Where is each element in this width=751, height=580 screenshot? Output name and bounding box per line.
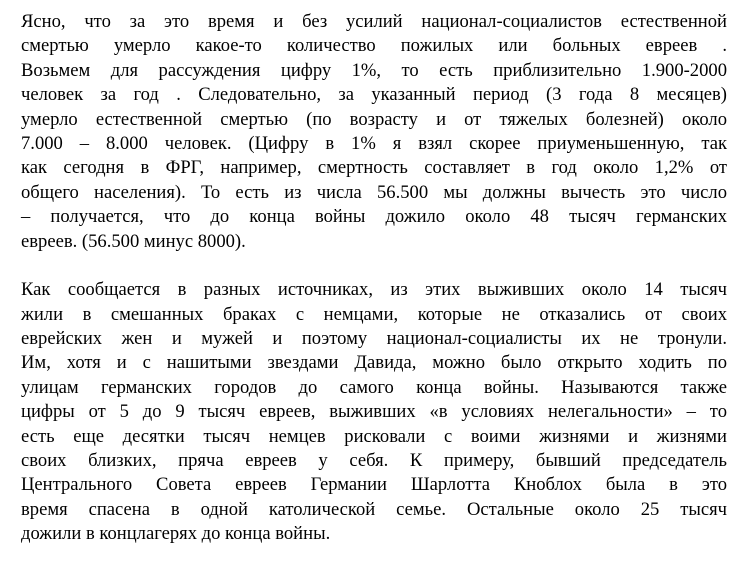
text-line: общего населения). То есть из числа 56.500 мы должны вычесть это число <box>21 181 727 203</box>
text-line: Возьмем для рассуждения цифру 1%, то есть приблизительно 1.900-2000 <box>21 59 727 81</box>
paragraph-2 <box>21 278 727 546</box>
text-line: своих близких, пряча евреев у себя. К примеру, бывший председатель <box>21 450 727 472</box>
text-line: есть еще десятки тысяч немцев рисковали с воими жизнями и жизнями <box>21 425 727 447</box>
text-line: дожили в концлагерях до конца войны. <box>21 523 331 545</box>
text-line: 7.000 – 8.000 человек. (Цифру в 1% я взял скорее приуменьшенную, так <box>21 132 727 154</box>
text-line: человек за год . Следовательно, за указанный период (3 года 8 месяцев) <box>21 84 727 106</box>
text-line: умерло естественной смертью (по возрасту и от тяжелых болезней) около <box>21 108 727 130</box>
text-line: Центрального Совета евреев Германии Шарлотта Кноблох была в это <box>21 474 727 496</box>
text-line: Ясно, что за это время и без усилий национал-социалистов естественной <box>21 11 727 32</box>
text-line: евреев. (56.500 минус 8000). <box>21 230 246 252</box>
text-line: жили в смешанных браках с немцами, которые не отказались от своих <box>21 303 727 325</box>
text-line: Им, хотя и с нашитыми звездами Давида, можно было открыто ходить по <box>21 352 727 374</box>
document-page <box>21 10 727 547</box>
paragraph-spacer <box>21 254 727 278</box>
text-line: цифры от 5 до 9 тысяч евреев, выживших «в условиях нелегальности» – то <box>21 401 727 423</box>
paragraph-1 <box>21 10 727 254</box>
text-line: Как сообщается в разных источниках, из этих выживших около 14 тысяч <box>21 279 727 301</box>
text-line: смертью умерло какое-то количество пожилых или больных евреев . <box>21 35 727 57</box>
text-line: как сегодня в ФРГ, например, смертность составляет в год около 1,2% от <box>21 157 727 179</box>
text-line: – получается, что до конца войны дожило около 48 тысяч германских <box>21 206 727 228</box>
text-line: время спасена в одной католической семье. Остальные около 25 тысяч <box>21 498 727 520</box>
text-line: еврейских жен и мужей и поэтому национал-социалисты их не тронули. <box>21 328 727 350</box>
text-line: улицам германских городов до самого конца войны. Называются также <box>21 376 727 398</box>
